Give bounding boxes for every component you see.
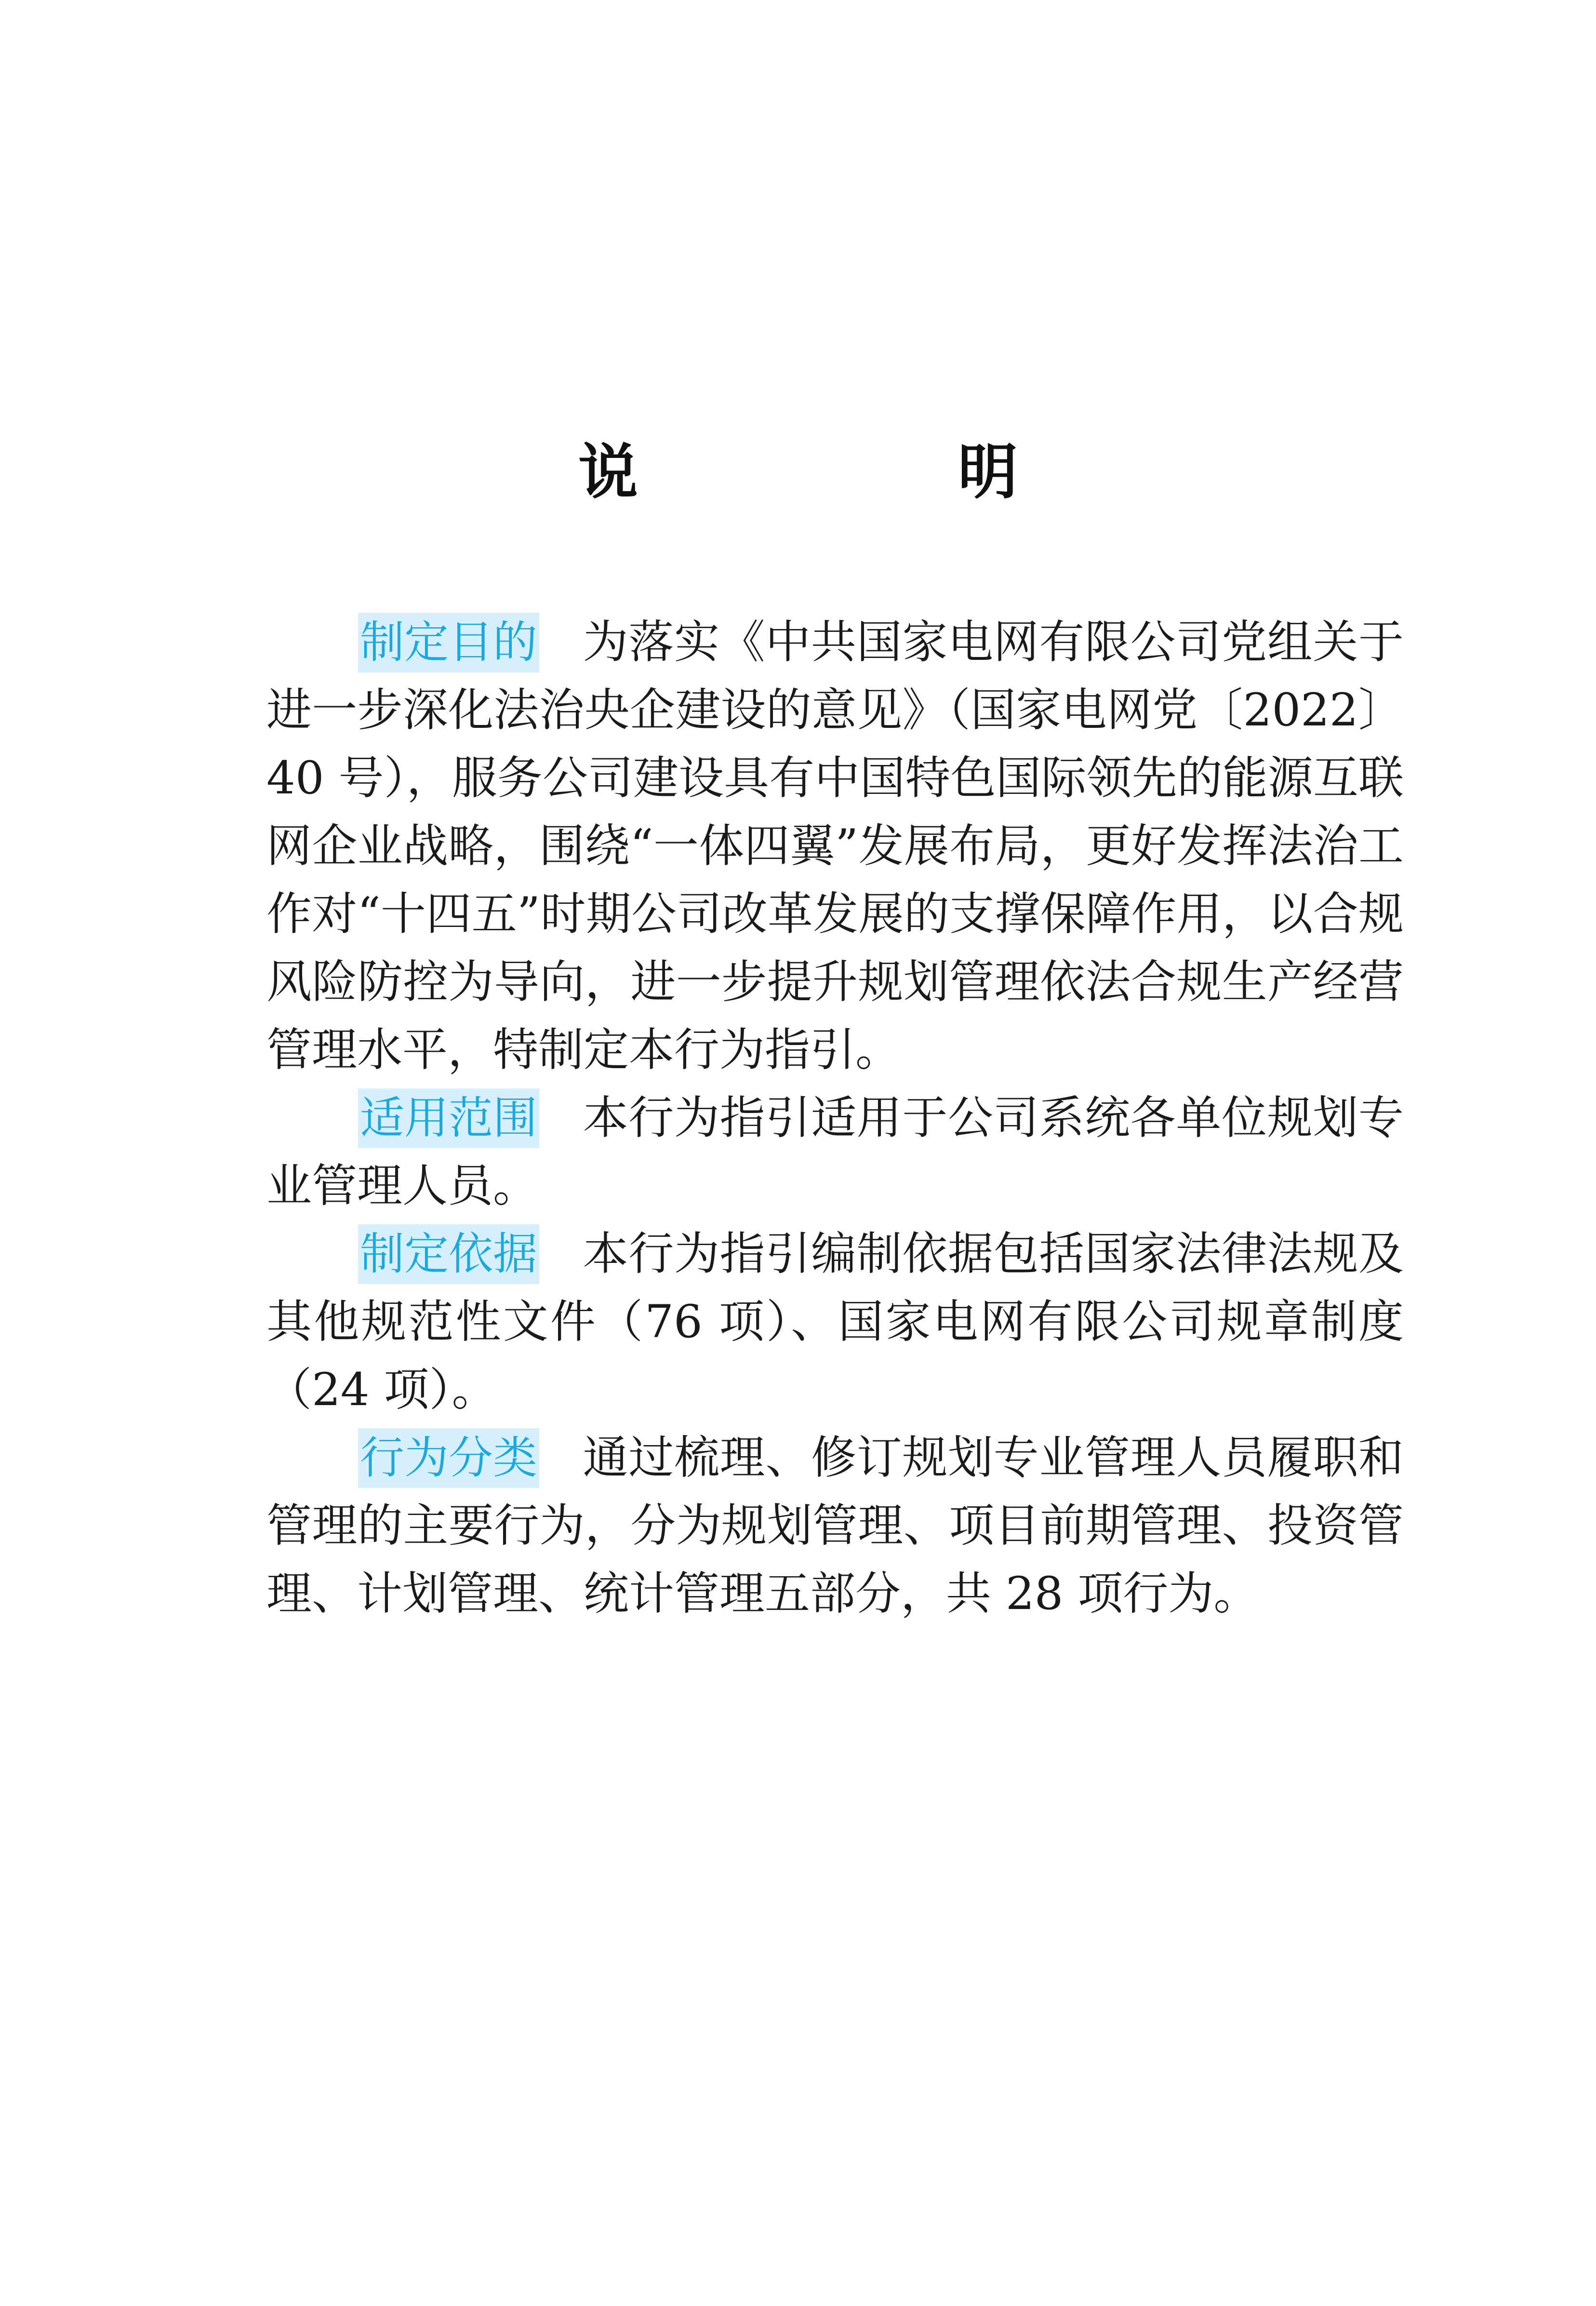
- section-text-purpose: 为落实《中共国家电网有限公司党组关于进一步深化法治央企建设的意见》（国家电网党〔2022〕40 号），服务公司建设具有中国特色国际领先的能源互联网企业战略，围绕“一体四翼”发展布局，更好发挥法治工作对“十四五”时期公司改革发展的支撑保障作用，以合规风险防控为导向，进一步提升规划管理依法合规生产经营管理水平，特制定本行为指引。: [266, 616, 1404, 1076]
- section-label-classification: 行为分类: [358, 1428, 539, 1488]
- section-classification: [266, 1424, 1404, 1628]
- section-label-basis: 制定依据: [358, 1224, 539, 1284]
- section-basis: [266, 1220, 1404, 1424]
- section-label-scope: 适用范围: [358, 1088, 539, 1148]
- section-text-classification: 通过梳理、修订规划专业管理人员履职和管理的主要行为，分为规划管理、项目前期管理、投资管理、计划管理、统计管理五部分，共 28 项行为。: [266, 1432, 1404, 1620]
- document-body: [266, 608, 1404, 1628]
- page-title: 说 明: [578, 437, 1148, 507]
- section-scope: [266, 1084, 1404, 1220]
- section-text-basis: 本行为指引编制依据包括国家法律法规及其他规范性文件（76 项）、国家电网有限公司规章制度（24 项）。: [266, 1228, 1404, 1416]
- section-text-scope: 本行为指引适用于公司系统各单位规划专业管理人员。: [266, 1092, 1404, 1212]
- section-purpose: [266, 608, 1404, 1084]
- section-label-purpose: 制定目的: [358, 613, 539, 672]
